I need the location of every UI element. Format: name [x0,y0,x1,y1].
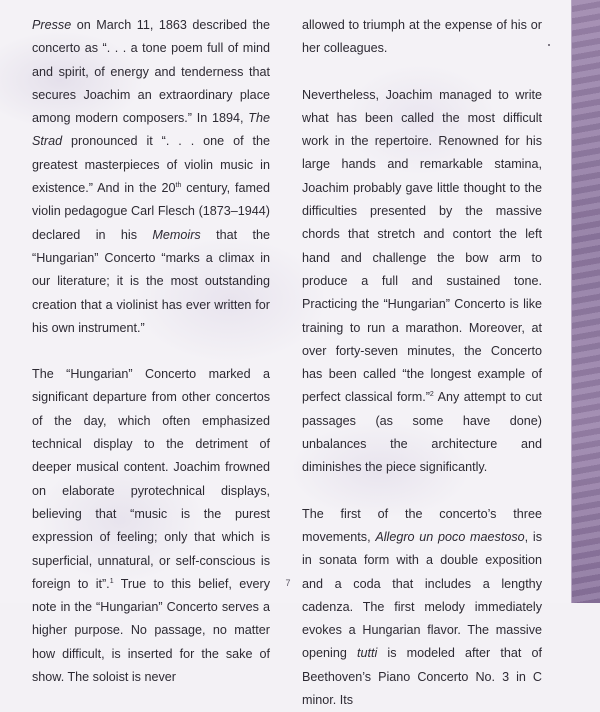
text-run: is modeled after that of Beethoven’s Piano Concerto No. 3 in C minor. Its [302,646,542,708]
paragraph [302,84,542,480]
footnote-marker: 2 [429,391,434,399]
italic-title: Memoirs [152,227,201,242]
text-run: century, famed violin pedagogue Carl Flesch (1873–1944) declared in his [32,181,270,242]
text-run: True to this belief, every note in the “Hungarian” Concerto serves a higher purpose. No passage, no matter how difficult, is inserted for the sake of show. The soloist is never [32,576,270,685]
italic-title: The Strad [32,111,270,149]
decorative-border-strip [571,0,600,603]
decorative-dot [548,44,550,46]
text-run: The first of the concerto’s three movements, [302,506,542,544]
italic-title: Presse [32,18,72,32]
text-run: Any attempt to cut passages (as some have done) unbalances the architecture and diminishes the piece significantly. [302,390,542,475]
page-number: 7 [285,578,291,588]
text-run: The “Hungarian” Concerto marked a significant departure from other concertos of the day, which often emphasized technical display to the detriment of deeper musical content. Joachim frowned on elaborate pyrotechnical displays, believing that “music is the purest expression of feeling; only that which is superficial, unnatural, or self-conscious is foreign to it”. [32,367,270,591]
italic-title: Allegro un poco maestoso [375,529,525,544]
text-run: Nevertheless, Joachim managed to write what has been called the most difficult work in the repertoire. Renowned for his large hands and remarkable stamina, Joachim probably gave little thought to the difficulties presented by the massive chords that stretch and contort the left hand and challenge the bow arm to produce a full and sustained tone. Practicing the “Hungarian” Concerto is like training to run a marathon. Moreover, at over forty-seven minutes, the Concerto has been called “the longest example of perfect classical form.” [302,87,542,405]
paragraph [302,503,542,712]
italic-term: tutti [356,646,378,661]
ordinal-suffix: th [175,181,182,189]
paragraph [32,363,270,689]
paragraph [32,14,270,340]
text-run: that the “Hungarian” Concerto “marks a climax in our literature; it is the most outstanding creation that a violinist has ever written for his own instrument.” [32,227,270,335]
text-run: on March 11, 1863 described the concerto as “. . . a tone poem full of mind and spirit, of energy and tenderness that secures Joachim an extraordinary place among modern composers.” In 1894, [32,18,270,126]
text-run: pronounced it “. . . one of the greatest masterpieces of violin music in existence.” And in the 20 [32,134,270,196]
footnote-marker: 1 [109,577,114,585]
right-column [302,14,542,712]
paragraph: allowed to triumph at the expense of his or her colleagues. [302,18,542,56]
text-run: , is in sonata form with a double exposition and a coda that includes a lengthy cadenza. The first melody immediately evokes a Hungarian flavor. The massive opening [302,529,542,661]
left-column [32,14,270,689]
